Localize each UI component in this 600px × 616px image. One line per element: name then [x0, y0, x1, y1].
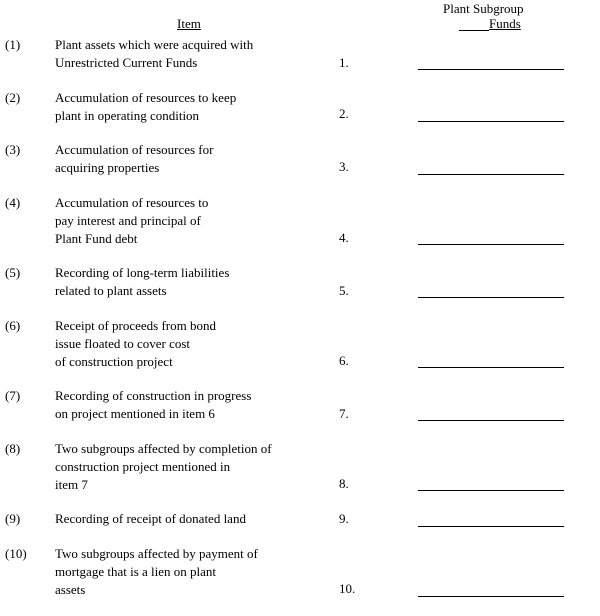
item-number: (3) [5, 142, 21, 157]
description-line: Recording of construction in progress [55, 388, 252, 403]
column-header-line2 [443, 16, 524, 31]
answer-number: 3. [339, 159, 349, 174]
answer-number: 8. [339, 476, 349, 491]
item-number: (9) [5, 511, 21, 526]
answer-number: 4. [339, 230, 349, 245]
item-description [55, 510, 246, 528]
item-description [55, 194, 208, 248]
item-description [55, 89, 236, 125]
description-line: plant in operating condition [55, 108, 200, 123]
description-line: Accumulation of resources for [55, 142, 214, 157]
description-line: Unrestricted Current Funds [55, 55, 198, 70]
item-description [55, 36, 253, 72]
description-line: Plant Fund debt [55, 231, 138, 246]
item-description [55, 545, 258, 599]
description-line: Accumulation of resources to keep [55, 90, 237, 105]
description-line: of construction project [55, 354, 173, 369]
item-description [55, 317, 216, 371]
answer-number: 9. [339, 511, 349, 526]
item-description [55, 264, 229, 300]
item-number: (7) [5, 388, 21, 403]
description-line: on project mentioned in item 6 [55, 406, 215, 421]
description-line: issue floated to cover cost [55, 336, 191, 351]
column-header-line2-text: Funds [489, 16, 521, 31]
answer-blank[interactable] [418, 69, 564, 70]
item-number: (4) [5, 195, 21, 210]
description-line: pay interest and principal of [55, 213, 201, 228]
item-description [55, 141, 213, 177]
answer-blank[interactable] [418, 596, 564, 597]
description-line: Receipt of proceeds from bond [55, 318, 217, 333]
answer-blank[interactable] [418, 297, 564, 298]
description-line: Two subgroups affected by payment of [55, 546, 258, 561]
answer-number: 2. [339, 106, 349, 121]
description-line: related to plant assets [55, 283, 167, 298]
description-line: Recording of receipt of donated land [55, 511, 246, 526]
answer-blank[interactable] [418, 367, 564, 368]
item-column-header: Item [177, 16, 201, 31]
answer-blank[interactable] [418, 121, 564, 122]
item-number: (10) [5, 546, 27, 561]
answer-blank[interactable] [418, 526, 564, 527]
answer-blank[interactable] [418, 490, 564, 491]
answer-blank[interactable] [418, 244, 564, 245]
item-description [55, 387, 251, 423]
answer-number: 10. [339, 581, 356, 596]
answer-number: 6. [339, 353, 349, 368]
answer-number: 1. [339, 55, 349, 70]
underline-lead [459, 17, 489, 31]
answer-blank[interactable] [418, 420, 564, 421]
description-line: assets [55, 582, 86, 597]
plant-subgroup-funds-header [443, 1, 524, 31]
description-line: mortgage that is a lien on plant [55, 564, 217, 579]
item-number: (6) [5, 318, 21, 333]
answer-number: 5. [339, 283, 349, 298]
item-number: (2) [5, 90, 21, 105]
answer-number: 7. [339, 406, 349, 421]
description-line: construction project mentioned in [55, 459, 231, 474]
description-line: Plant assets which were acquired with [55, 37, 254, 52]
item-number: (8) [5, 441, 21, 456]
description-line: item 7 [55, 477, 88, 492]
item-number: (1) [5, 37, 21, 52]
description-line: Two subgroups affected by completion of [55, 441, 272, 456]
answer-blank[interactable] [418, 174, 564, 175]
description-line: Recording of long-term liabilities [55, 265, 230, 280]
item-description [55, 440, 272, 494]
description-line: Accumulation of resources to [55, 195, 209, 210]
item-number: (5) [5, 265, 21, 280]
column-header-line1: Plant Subgroup [443, 1, 524, 16]
description-line: acquiring properties [55, 160, 160, 175]
